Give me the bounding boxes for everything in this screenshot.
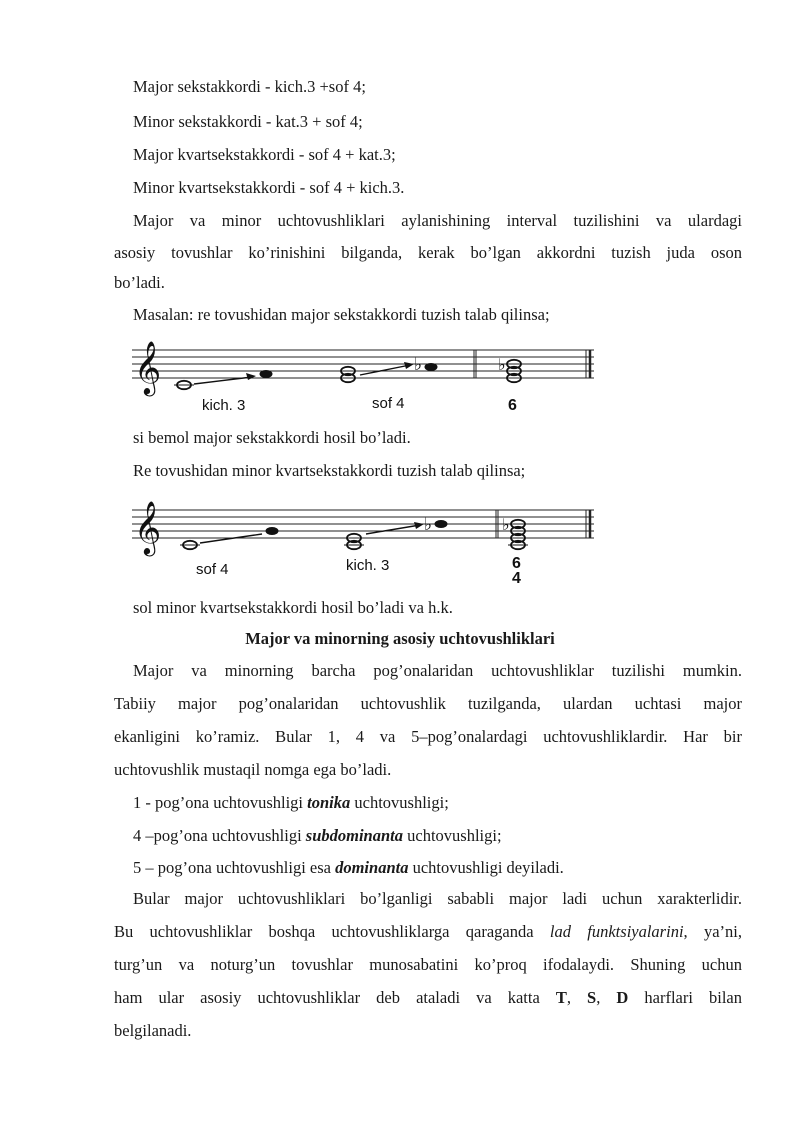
- list-item: 4 –pog’ona uchtovushligi subdominanta uchtovushligi;: [133, 826, 502, 845]
- figured-bass-number: 6: [512, 555, 521, 572]
- treble-clef-icon: 𝄞: [134, 340, 162, 394]
- paragraph-line: belgilanadi.: [114, 1021, 192, 1040]
- paragraph-line: turg’un va noturg’un tovushlar munosabatini ko’proq ifodalaydi. Shuning uchun: [114, 955, 742, 974]
- term-tonika: tonika: [307, 793, 351, 812]
- paragraph-line: Tabiiy major pog’onalaridan uchtovushlik tuzilganda, ulardan uchtasi major: [114, 694, 742, 713]
- music-example-2: [128, 490, 608, 590]
- text-line: Minor sekstakkordi - kat.3 + sof 4;: [133, 112, 363, 131]
- example-intro: Re tovushidan minor kvartsekstakkordi tuzish talab qilinsa;: [133, 461, 526, 480]
- music-example-1: [128, 330, 608, 420]
- text-line: Major kvartsekstakkordi - sof 4 + kat.3;: [133, 145, 396, 164]
- paragraph-line: Major va minorning barcha pog’onalaridan uchtovushliklar tuzilishi mumkin.: [133, 661, 742, 680]
- figured-bass-number: 4: [512, 570, 521, 587]
- interval-label: kich. 3: [202, 397, 246, 414]
- term-subdominanta: subdominanta: [305, 826, 403, 845]
- flat-icon: ♭: [502, 515, 510, 534]
- paragraph-line: Bu uchtovushliklar boshqa uchtovushliklarga qaraganda lad funktsiyalarini, ya’ni,: [114, 922, 742, 941]
- section-heading: Major va minorning asosiy uchtovushliklari: [245, 629, 555, 648]
- interval-label: sof 4: [196, 561, 229, 578]
- figured-bass-number: 6: [508, 397, 517, 414]
- staff-notation: [128, 330, 608, 420]
- text-line: Major sekstakkordi - kich.3 +sof 4;: [133, 77, 366, 96]
- treble-clef-icon: 𝄞: [134, 500, 162, 554]
- text-line: Minor kvartsekstakkordi - sof 4 + kich.3.: [133, 178, 405, 197]
- interval-label: kich. 3: [346, 557, 390, 574]
- term-dominanta: dominanta: [335, 858, 409, 877]
- interval-label: sof 4: [372, 395, 405, 412]
- paragraph-line: Major va minor uchtovushliklari aylanishining interval tuzilishini va ulardagi: [133, 211, 742, 230]
- staff-notation: [128, 490, 608, 590]
- paragraph-line: ham ular asosiy uchtovushliklar deb ataladi va katta T, S, D harflari bilan: [114, 988, 742, 1007]
- flat-icon: ♭: [414, 355, 423, 375]
- flat-icon: ♭: [424, 515, 433, 535]
- paragraph-line: ekanligini ko’ramiz. Bular 1, 4 va 5–pog’onalardagi uchtovushliklardir. Har bir: [114, 727, 742, 746]
- paragraph-line: bo’ladi.: [114, 273, 165, 292]
- example-result: sol minor kvartsekstakkordi hosil bo’ladi va h.k.: [133, 598, 453, 617]
- paragraph-line: uchtovushlik mustaqil nomga ega bo’ladi.: [114, 760, 392, 779]
- flat-icon: ♭: [498, 355, 506, 374]
- example-result: si bemol major sekstakkordi hosil bo’ladi.: [133, 428, 411, 447]
- paragraph-line: asosiy tovushlar ko’rinishini bilganda, kerak bo’lgan akkordni tuzish juda oson: [114, 243, 742, 262]
- list-item: 5 – pog’ona uchtovushligi esa dominanta uchtovushligi deyiladi.: [133, 858, 564, 877]
- paragraph-line: Bular major uchtovushliklari bo’lganligi sababli major ladi uchun xarakterlidir.: [133, 889, 742, 908]
- list-item: 1 - pog’ona uchtovushligi tonika uchtovushligi;: [133, 793, 449, 812]
- example-intro: Masalan: re tovushidan major sekstakkordi tuzish talab qilinsa;: [133, 305, 550, 324]
